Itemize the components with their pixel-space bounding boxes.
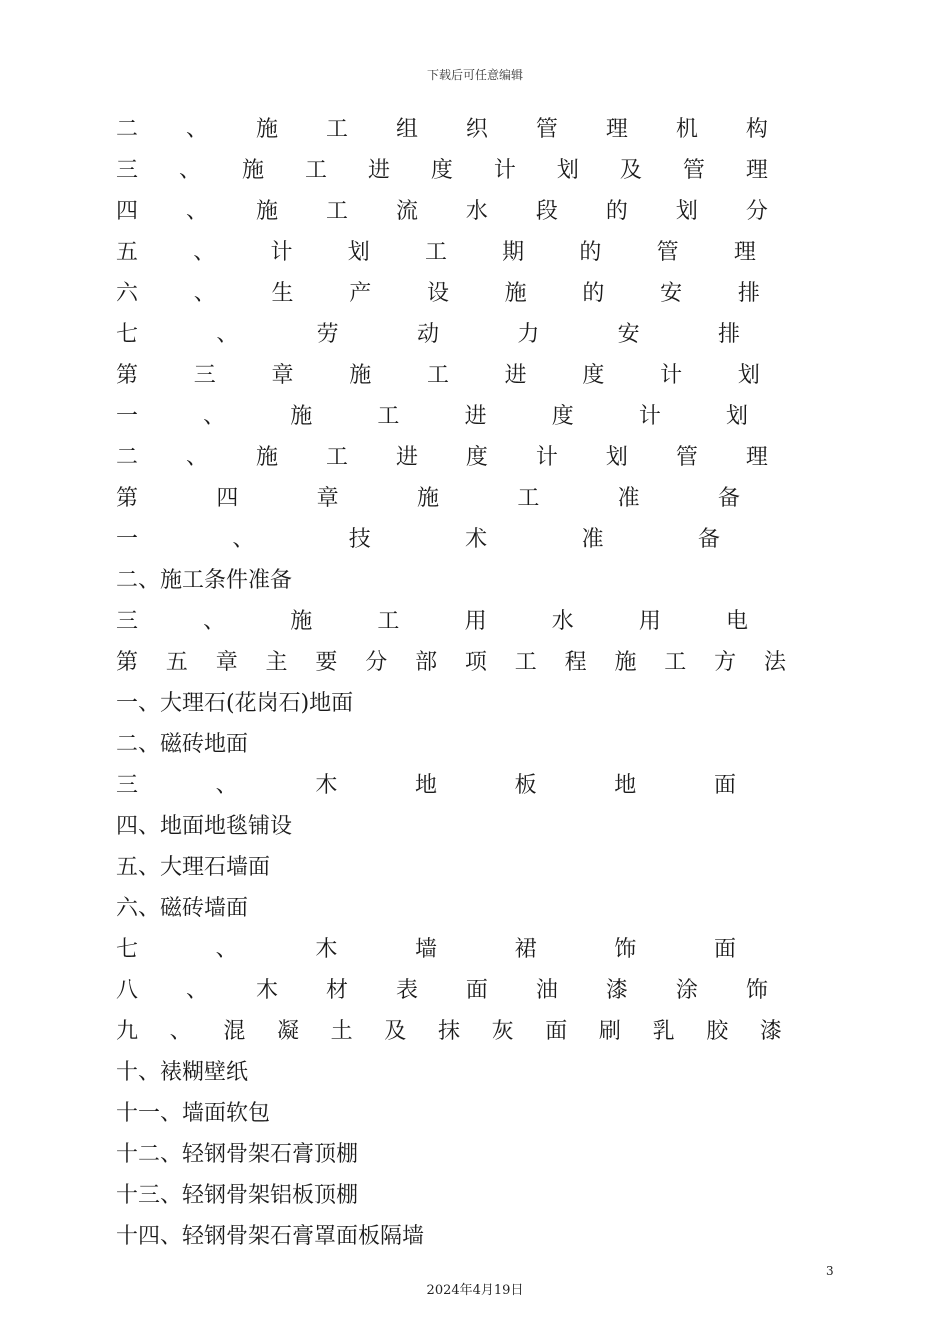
toc-char: 二 (116, 117, 139, 142)
toc-line: 二、磁砖地面 (116, 732, 249, 757)
toc-char: 管 (535, 117, 558, 142)
toc-char: 工 (325, 445, 348, 470)
toc-char: 工 (517, 486, 540, 511)
toc-line (116, 522, 720, 563)
toc-char: 术 (465, 527, 488, 552)
toc-line: 十、裱糊壁纸 (116, 1060, 249, 1085)
toc-char: 面 (465, 978, 488, 1003)
toc-char: 、 (169, 1019, 192, 1044)
toc-line: 四、地面地毯铺设 (116, 814, 293, 839)
toc-char: 二 (116, 445, 139, 470)
toc-line (116, 153, 768, 194)
toc-char: 施 (290, 609, 313, 634)
toc-char: 油 (535, 978, 558, 1003)
toc-line (116, 604, 748, 645)
toc-char: 劳 (316, 322, 339, 347)
toc-char: 施 (349, 363, 372, 388)
toc-char: 工 (377, 609, 400, 634)
toc-char: 材 (325, 978, 348, 1003)
toc-char: 施 (504, 281, 527, 306)
toc-char: 九 (116, 1019, 139, 1044)
toc-line (116, 932, 736, 973)
toc-line: 二、施工条件准备 (116, 568, 293, 593)
toc-char: 技 (348, 527, 371, 552)
toc-line: 五、大理石墙面 (116, 855, 271, 880)
toc-char: 四 (216, 486, 239, 511)
toc-char: 安 (617, 322, 640, 347)
toc-char: 施 (255, 445, 278, 470)
toc-char: 准 (617, 486, 640, 511)
toc-char: 组 (395, 117, 418, 142)
toc-line (116, 481, 740, 522)
toc-char: 施 (416, 486, 439, 511)
toc-char: 设 (426, 281, 449, 306)
toc-char: 章 (316, 486, 339, 511)
toc-char: 、 (185, 117, 208, 142)
toc-char: 排 (737, 281, 760, 306)
toc-char: 水 (551, 609, 574, 634)
toc-char: 土 (330, 1019, 353, 1044)
toc-char: 生 (271, 281, 294, 306)
toc-char: 漆 (759, 1019, 782, 1044)
toc-char: 计 (270, 240, 293, 265)
toc-char: 水 (465, 199, 488, 224)
toc-char: 刷 (598, 1019, 621, 1044)
toc-char: 地 (614, 773, 637, 798)
toc-char: 漆 (605, 978, 628, 1003)
toc-char: 划 (675, 199, 698, 224)
toc-char: 理 (605, 117, 628, 142)
toc-char: 管 (682, 158, 705, 183)
toc-char: 三 (116, 609, 139, 634)
toc-char: 六 (116, 281, 139, 306)
toc-char: 面 (713, 773, 736, 798)
toc-char: 七 (116, 322, 139, 347)
toc-char: 、 (178, 158, 201, 183)
toc-char: 段 (535, 199, 558, 224)
toc-char: 、 (193, 281, 216, 306)
toc-char: 表 (395, 978, 418, 1003)
toc-char: 章 (271, 363, 294, 388)
toc-char: 第 (116, 650, 139, 675)
toc-char: 电 (725, 609, 748, 634)
toc-line (116, 194, 768, 235)
toc-char: 度 (465, 445, 488, 470)
toc-char: 用 (638, 609, 661, 634)
toc-char: 乳 (652, 1019, 675, 1044)
toc-char: 计 (535, 445, 558, 470)
toc-char: 第 (116, 363, 139, 388)
toc-char: 地 (414, 773, 437, 798)
toc-line (116, 645, 786, 686)
toc-char: 工 (426, 363, 449, 388)
toc-char: 的 (579, 240, 602, 265)
toc-line (116, 358, 760, 399)
toc-char: 面 (545, 1019, 568, 1044)
toc-char: 工 (304, 158, 327, 183)
toc-char: 一 (116, 527, 139, 552)
toc-char: 理 (745, 445, 768, 470)
toc-char: 度 (430, 158, 453, 183)
toc-char: 、 (203, 609, 226, 634)
toc-line (116, 276, 760, 317)
toc-char: 期 (502, 240, 525, 265)
toc-char: 及 (384, 1019, 407, 1044)
toc-char: 章 (215, 650, 238, 675)
toc-char: 八 (116, 978, 139, 1003)
toc-char: 度 (551, 404, 574, 429)
page-footer-date: 2024年4月19日 (426, 1283, 524, 1298)
toc-char: 四 (116, 199, 139, 224)
toc-char: 饰 (745, 978, 768, 1003)
toc-char: 划 (605, 445, 628, 470)
toc-char: 管 (675, 445, 698, 470)
toc-char: 工 (325, 199, 348, 224)
toc-char: 动 (416, 322, 439, 347)
toc-char: 计 (660, 363, 683, 388)
toc-char: 饰 (614, 937, 637, 962)
toc-char: 划 (556, 158, 579, 183)
toc-char: 进 (395, 445, 418, 470)
toc-char: 七 (116, 937, 139, 962)
toc-char: 进 (367, 158, 390, 183)
toc-char: 要 (315, 650, 338, 675)
toc-char: 、 (232, 527, 255, 552)
toc-line: 一、大理石(花岗石)地面 (116, 691, 354, 716)
toc-char: 计 (493, 158, 516, 183)
toc-char: 主 (265, 650, 288, 675)
toc-char: 管 (656, 240, 679, 265)
toc-char: 裙 (514, 937, 537, 962)
toc-char: 工 (664, 650, 687, 675)
toc-char: 、 (215, 773, 238, 798)
toc-line: 十三、轻钢骨架铝板顶棚 (116, 1183, 359, 1208)
toc-char: 第 (116, 486, 139, 511)
toc-char: 工 (325, 117, 348, 142)
toc-char: 进 (464, 404, 487, 429)
toc-char: 施 (614, 650, 637, 675)
toc-char: 程 (564, 650, 587, 675)
toc-char: 施 (290, 404, 313, 429)
toc-char: 三 (116, 773, 139, 798)
table-of-contents (116, 112, 786, 1260)
toc-char: 备 (697, 527, 720, 552)
toc-char: 准 (581, 527, 604, 552)
toc-char: 施 (255, 199, 278, 224)
toc-char: 的 (582, 281, 605, 306)
toc-char: 分 (365, 650, 388, 675)
toc-char: 、 (193, 240, 216, 265)
toc-line: 十四、轻钢骨架石膏罩面板隔墙 (116, 1224, 425, 1249)
toc-char: 划 (737, 363, 760, 388)
toc-line (116, 112, 768, 153)
toc-char: 、 (216, 322, 239, 347)
toc-char: 工 (514, 650, 537, 675)
toc-char: 胶 (706, 1019, 729, 1044)
toc-char: 备 (717, 486, 740, 511)
toc-char: 三 (116, 158, 139, 183)
toc-line: 六、磁砖墙面 (116, 896, 249, 921)
toc-line (116, 973, 768, 1014)
toc-char: 机 (675, 117, 698, 142)
toc-char: 工 (424, 240, 447, 265)
toc-char: 木 (315, 937, 338, 962)
toc-char: 凝 (276, 1019, 299, 1044)
toc-char: 、 (185, 445, 208, 470)
toc-char: 三 (193, 363, 216, 388)
toc-line: 十二、轻钢骨架石膏顶棚 (116, 1142, 359, 1167)
toc-char: 力 (517, 322, 540, 347)
toc-line (116, 317, 740, 358)
toc-line: 十一、墙面软包 (116, 1101, 271, 1126)
toc-char: 的 (605, 199, 628, 224)
page-number: 3 (826, 1264, 834, 1278)
toc-char: 构 (745, 117, 768, 142)
toc-line (116, 440, 768, 481)
toc-char: 织 (465, 117, 488, 142)
toc-char: 部 (415, 650, 438, 675)
toc-char: 五 (116, 240, 139, 265)
toc-char: 、 (203, 404, 226, 429)
toc-char: 施 (255, 117, 278, 142)
toc-char: 进 (504, 363, 527, 388)
toc-char: 抹 (437, 1019, 460, 1044)
toc-char: 施 (241, 158, 264, 183)
toc-char: 计 (638, 404, 661, 429)
toc-line (116, 235, 756, 276)
toc-line (116, 399, 748, 440)
toc-char: 项 (464, 650, 487, 675)
toc-char: 木 (255, 978, 278, 1003)
toc-char: 法 (763, 650, 786, 675)
toc-char: 五 (165, 650, 188, 675)
toc-char: 用 (464, 609, 487, 634)
toc-char: 一 (116, 404, 139, 429)
toc-char: 划 (725, 404, 748, 429)
toc-char: 划 (347, 240, 370, 265)
toc-char: 、 (215, 937, 238, 962)
toc-char: 、 (185, 978, 208, 1003)
page-header: 下载后可任意编辑 (426, 68, 523, 82)
toc-char: 流 (395, 199, 418, 224)
toc-char: 产 (349, 281, 372, 306)
toc-char: 度 (582, 363, 605, 388)
toc-char: 混 (223, 1019, 246, 1044)
toc-line (116, 768, 736, 809)
toc-char: 理 (733, 240, 756, 265)
toc-char: 工 (377, 404, 400, 429)
toc-char: 灰 (491, 1019, 514, 1044)
toc-char: 排 (717, 322, 740, 347)
toc-char: 面 (713, 937, 736, 962)
toc-char: 分 (745, 199, 768, 224)
toc-char: 理 (745, 158, 768, 183)
toc-char: 、 (185, 199, 208, 224)
toc-line (116, 1014, 782, 1055)
toc-char: 墙 (414, 937, 437, 962)
toc-char: 木 (315, 773, 338, 798)
toc-char: 安 (660, 281, 683, 306)
toc-char: 涂 (675, 978, 698, 1003)
toc-char: 板 (514, 773, 537, 798)
toc-char: 方 (714, 650, 737, 675)
toc-char: 及 (619, 158, 642, 183)
